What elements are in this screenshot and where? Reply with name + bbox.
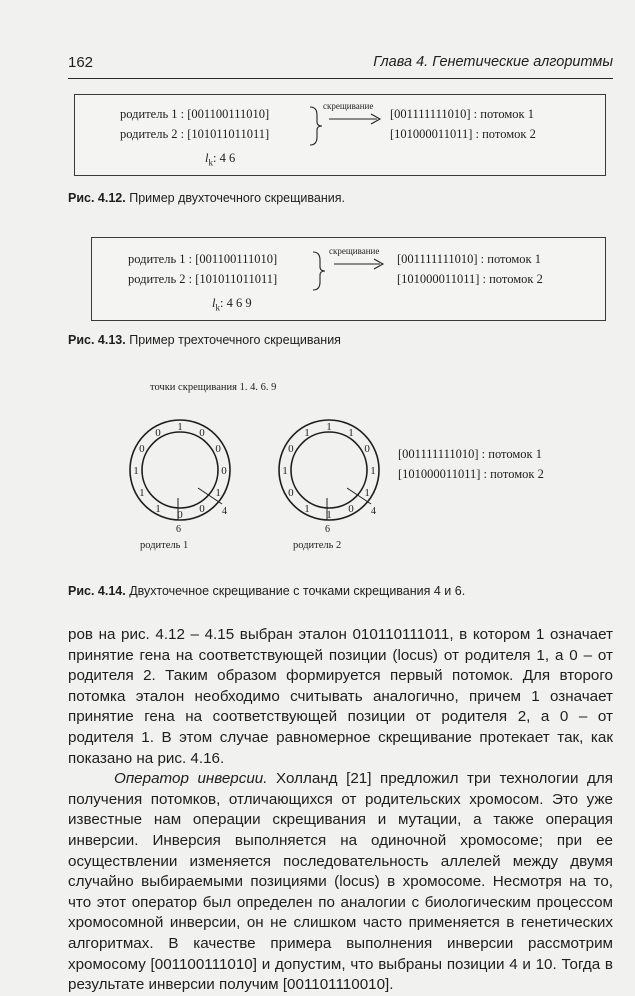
fig12-child2: [101000011011] : потомок 2 [390, 127, 536, 141]
fig12-child1: [001111111010] : потомок 1 [390, 107, 534, 121]
fig12-caption [68, 191, 345, 205]
fig12-arrow-icon [327, 112, 385, 126]
ring1-bit-9: 1 [139, 487, 145, 499]
ring1-bit-6: 0 [199, 503, 205, 516]
ring1-bit-4: 0 [221, 465, 227, 477]
ring1-bit-11: 0 [139, 443, 145, 455]
ring1-bit-1: 1 [177, 421, 183, 433]
header-rule [68, 78, 613, 79]
ring2-outer-circle [279, 420, 379, 520]
ring2-inner-circle [291, 432, 367, 508]
fig13-child2: [101000011011] : потомок 2 [397, 272, 543, 286]
fig13-points-l: l [212, 296, 216, 310]
ring1-inner-circle [142, 432, 218, 508]
fig14-child2: [101000011011] : потомок 2 [398, 467, 544, 481]
fig13-caption-label: Рис. 4.13. [68, 333, 126, 347]
ring1-bit-12: 0 [155, 426, 161, 439]
ring1-point-6-label: 6 [176, 524, 181, 535]
ring2-bit-3: 0 [364, 443, 370, 455]
fig14-parent2-label: родитель 2 [293, 540, 342, 551]
fig13-brace [310, 250, 330, 292]
fig14-parent1-label: родитель 1 [140, 540, 189, 551]
page-number: 162 [68, 54, 94, 71]
ring2-bit-5: 1 [364, 487, 370, 499]
fig14-caption-label: Рис. 4.14. [68, 584, 126, 598]
ring2-bit-8: 1 [304, 503, 310, 516]
fig13-parent1: родитель 1 : [001100111010] [128, 252, 278, 266]
ring1-bit-2: 0 [199, 426, 205, 439]
fig12-caption-label: Рис. 4.12. [68, 191, 126, 205]
fig13-caption-text: Пример трехточечного скрещивания [129, 333, 341, 347]
fig12-op-label: скрещивание [323, 101, 374, 111]
fig14-ring-parent1 [118, 410, 243, 535]
body-paragraph-2-heading: Оператор инверсии. [114, 770, 268, 788]
fig14-points-title: точки скрещивания 1. 4. 6. 9 [150, 382, 277, 393]
ring2-point-6-label: 6 [325, 524, 330, 535]
fig12-points [205, 151, 235, 168]
fig12-caption-text: Пример двухточечного скрещивания. [129, 191, 345, 205]
ring2-bit-7: 1 [326, 509, 332, 521]
ring2-bit-12: 1 [304, 426, 310, 439]
fig13-points-sub: k [215, 302, 220, 313]
body-text [68, 625, 613, 996]
ring1-outer-circle [130, 420, 230, 520]
ring1-bit-10: 1 [133, 465, 139, 477]
fig14-ring-parent2 [267, 410, 392, 535]
body-paragraph-2-text: Холланд [21] предложил три технологии для получения потомков, отличающихся от родительских хромосом. Это уже известные нам операции скрещивания и мутации, а также операция инверсии. Инверсия выполняется на одиночной хромосоме; при ее осуществлении изменяется последовательность аллелей между двумя случайно выбираемыми позициями (locus) в хромосоме. Несмотря на то, что этот оператор был определен по аналогии с биологическим процессом хромосомной инверсии, он не слишком часто применяется в генетических алгоритмах. В качестве примера выполнения инверсии рассмотрим хромосому [001100111010] и допустим, что выбраны позиции 4 и 10. Тогда в результате инверсии получим [001101110010]. [68, 770, 613, 994]
fig12-parent1: родитель 1 : [001100111010] [120, 107, 270, 121]
fig13-points [212, 296, 252, 313]
fig13-parent2: родитель 2 : [101011011011] [128, 272, 278, 286]
figure-4-13 [91, 237, 606, 321]
body-paragraph-2 [68, 769, 613, 996]
ring2-bit-11: 0 [288, 443, 294, 455]
ring2-bit-10: 1 [282, 465, 288, 477]
body-paragraph-1: ров на рис. 4.12 – 4.15 выбран эталон 010110111011, в котором 1 означает принятие гена на соответствующей позиции (locus) от родителя 1, а 0 – от родителя 2. Таким образом формируется первый потомок. Для второго потомка эталон необходимо считывать аналогично, причем 1 означает принятие гена на соответствующей позиции от родителя 2, а 0 – от родителя 1. В этом случае равномерное скрещивание протекает так, как показано на рис. 4.16. [68, 626, 613, 767]
ring2-bit-2: 1 [348, 426, 354, 439]
ring1-bit-7: 0 [177, 509, 183, 521]
fig12-points-sub: k [208, 157, 213, 168]
fig14-caption-text: Двухточечное скрещивание с точками скрещивания 4 и 6. [129, 584, 466, 598]
fig13-points-values: : 4 6 9 [219, 296, 252, 310]
ring1-bit-3: 0 [215, 443, 221, 455]
fig13-arrow-icon [332, 257, 388, 271]
fig12-points-l: l [205, 151, 209, 165]
ring2-bit-4: 1 [370, 465, 376, 477]
fig12-points-values: : 4 6 [212, 151, 236, 165]
ring2-bit-6: 0 [348, 503, 354, 516]
ring2-bit-9: 0 [288, 487, 294, 499]
ring1-point-4-label: 4 [222, 506, 227, 517]
fig13-caption [68, 333, 341, 347]
ring2-point-4-label: 4 [371, 506, 376, 517]
fig13-op-label: скрещивание [329, 246, 380, 256]
ring1-bit-8: 1 [155, 503, 161, 516]
ring2-bit-1: 1 [326, 421, 332, 433]
fig12-brace [307, 105, 327, 147]
fig14-caption [68, 584, 465, 598]
chapter-title: Глава 4. Генетические алгоритмы [373, 54, 613, 70]
ring1-bit-5: 1 [215, 487, 221, 499]
figure-4-12 [74, 94, 606, 176]
fig14-child1: [001111111010] : потомок 1 [398, 447, 542, 461]
fig13-child1: [001111111010] : потомок 1 [397, 252, 541, 266]
fig12-parent2: родитель 2 : [101011011011] [120, 127, 270, 141]
